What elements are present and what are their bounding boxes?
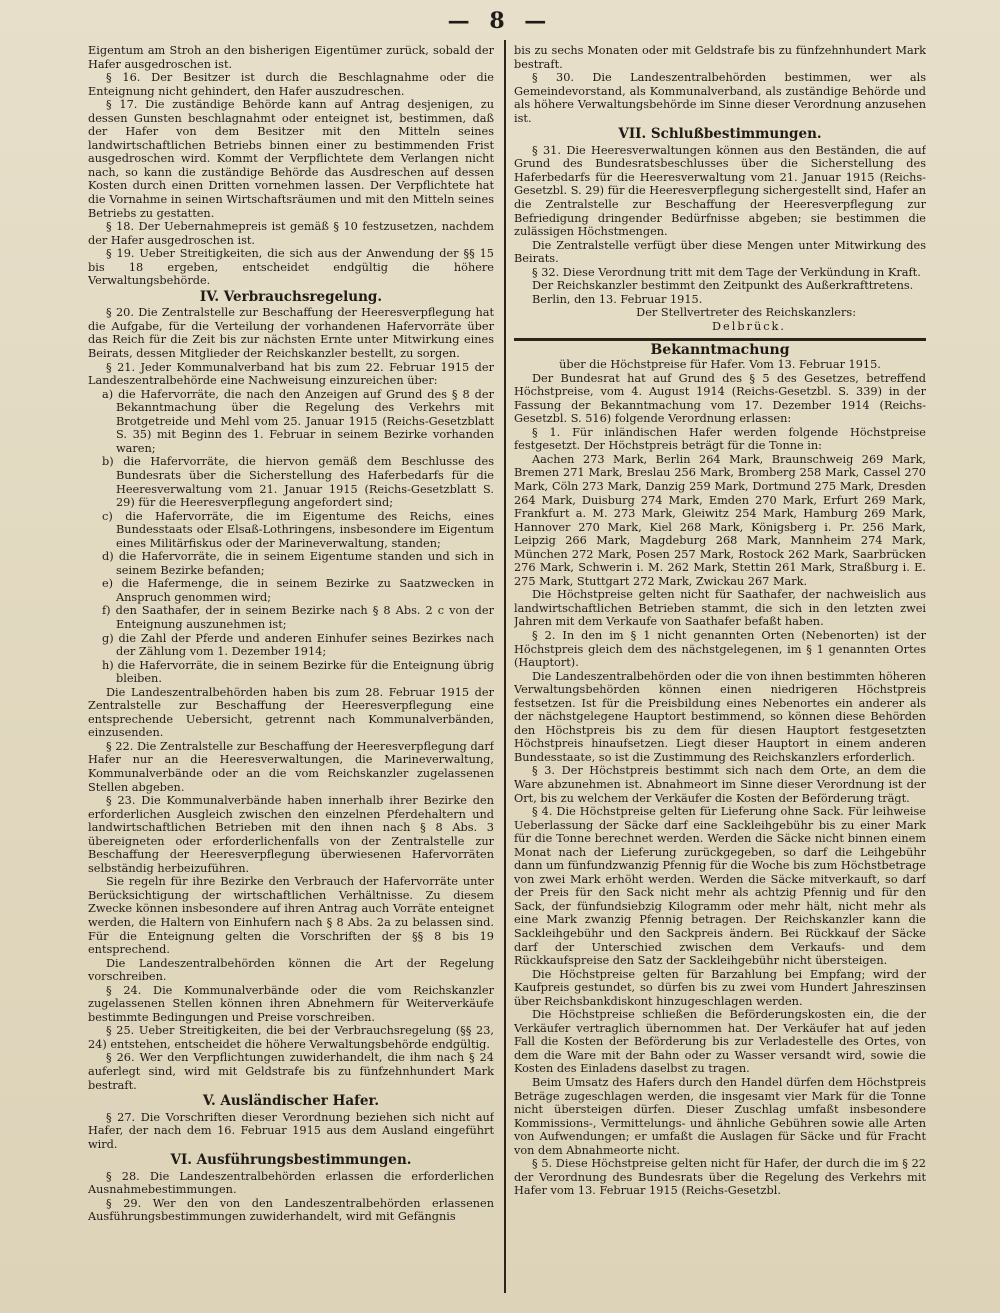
right-column <box>514 44 926 1293</box>
paragraph: Eigentum am Stroh an den bisherigen Eigentümer zurück, sobald der Hafer ausgedroschen ist. <box>88 44 494 71</box>
list-item: d) die Hafervorräte, die in seinem Eigentume standen und sich in seinem Bezirke befanden; <box>102 550 494 577</box>
paragraph: Die Höchstpreise schließen die Beförderungskosten ein, die der Verkäufer vertraglich übernommen hat. Der Verkäufer hat auf jeden Fall die Kosten der Beförderung bis zur Verladestelle des Ortes, von dem die Ware mit der Bahn oder zu Wasser versandt wird, sowie die Kosten des Einladens daselbst zu tragen. <box>514 1008 926 1076</box>
paragraph-section-4: § 4. Die Höchstpreise gelten für Lieferung ohne Sack. Für leihweise Ueberlassung der Säcke darf eine Sackleihgebühr bis zu einer Mark für die Tonne berechnet werden. Werden die Säcke nicht binnen einem Monat nach der Lieferung zurückgegeben, so darf die Leihgebühr dann um fünfundzwanzig Pfennig für die Woche bis zum Höchstbetrage von zwei Mark erhöht werden. Werden die Säcke mitverkauft, so darf der Preis für den Sack nicht mehr als achtzig Pfennig und für den Sack, der fünfundsiebzig Kilogramm oder mehr hält, nicht mehr als eine Mark zwanzig Pfennig betragen. Der Reichskanzler kann die Sackleihgebühr und den Sackpreis ändern. Bei Rückkauf der Säcke darf der Unterschied zwischen dem Verkaufs- und dem Rückkaufspreise den Satz der Sackleihgebühr nicht übersteigen. <box>514 805 926 968</box>
left-column <box>88 44 494 1293</box>
paragraph-section-24: § 24. Die Kommunalverbände oder die vom Reichskanzler zugelassenen Stellen können ihren Abnehmern für Weiterverkäufe bestimmte Bedingungen und Preise vorschreiben. <box>88 983 494 1024</box>
paragraph: Die Landeszentralbehörden oder die von ihnen bestimmten höheren Verwaltungsbehörden können einen niedrigeren Höchstpreis festsetzen. Ist für die Preisbildung eines Nebenortes ein anderer als der nächstgelegene Hauptort bestimmend, so können diese Behörden den Höchstpreis bis zu dem für diesen Hauptort festgesetzten Höchstpreis hinaufsetzen. Liegt dieser Hauptort in einem anderen Bundesstaate, so ist die Zustimmung des Reichskanzlers erforderlich. <box>514 669 926 764</box>
paragraph-section-25: § 25. Ueber Streitigkeiten, die bei der Verbrauchsregelung (§§ 23, 24) entstehen, entscheidet die höhere Verwaltungsbehörde endgültig. <box>88 1024 494 1051</box>
paragraph-section-28: § 28. Die Landeszentralbehörden erlassen die erforderlichen Ausnahmebestimmungen. <box>88 1169 494 1197</box>
heading-ausfuehrungsbestimmungen: VI. Ausführungsbestimmungen. <box>170 1152 412 1169</box>
paragraph: Die Höchstpreise gelten nicht für Saathafer, der nachweislich aus landwirtschaftlichen Betrieben stammt, die sich in den letzten zwei Jahren mit dem Verkaufe von Saathafer befaßt haben. <box>514 588 926 629</box>
paragraph-section-32: § 32. Diese Verordnung tritt mit dem Tage der Verkündung in Kraft. <box>532 265 921 279</box>
paragraph: Die Landeszentralbehörden können die Art der Regelung vorschreiben. <box>88 956 494 984</box>
paragraph-section-31: § 31. Die Heeresverwaltungen können aus den Beständen, die auf Grund des Bundesratsbeschlusses über die Sicherstellung des Haferbedarfs für die Heeresverwaltung vom 21. Januar 1915 (Reichs-Gesetzbl. S. 29) für die Heeresverpflegung sichergestellt sind, Hafer an die Zentralstelle zur Beschaffung der Heeresverpflegung zur Befriedigung dringender Bedürfnisse abgeben; sie bestimmen die zulässigen Höchstmengen. <box>514 143 926 239</box>
paragraph: Der Bundesrat hat auf Grund des § 5 des Gesetzes, betreffend Höchstpreise, vom 4. August 1914 (Reichs-Gesetzbl. S. 339) in der Fassung der Bekanntmachung vom 17. Dezember 1914 (Reichs-Gesetzbl. S. 516) folgende Verordnung erlassen: <box>514 371 926 426</box>
list-item: g) die Zahl der Pferde und anderen Einhufer seines Bezirkes nach der Zählung vom 1. Dezember 1914; <box>102 631 494 659</box>
paragraph: Beim Umsatz des Hafers durch den Handel dürfen dem Höchstpreis Beträge zugeschlagen werden, die insgesamt vier Mark für die Tonne nicht übersteigen dürfen. Dieser Zuschlag umfaßt insbesondere Kommissions-, Vermittelungs- und ähnliche Gebühren sowie alle Arten von Aufwendungen; er umfaßt die Auslagen für Säcke und für Fracht von dem Abnahmeorte nicht. <box>514 1076 926 1157</box>
paragraph-section-5: § 5. Diese Höchstpreise gelten nicht für Hafer, der durch die im § 22 der Verordnung des Bundesrats über die Regelung des Verkehrs mit Hafer vom 13. Februar 1915 (Reichs-Gesetzbl. <box>514 1157 926 1198</box>
column-divider <box>504 40 506 1293</box>
page-number: — 8 — <box>447 8 553 34</box>
paragraph: Die Höchstpreise gelten für Barzahlung bei Empfang; wird der Kaufpreis gestundet, so dürfen bis zu zwei vom Hundert Jahreszinsen über Reichsbankdiskont hinzugeschlagen werden. <box>514 967 926 1008</box>
announcement-title: Bekanntmachung <box>650 342 790 359</box>
paragraph-section-19: § 19. Ueber Streitigkeiten, die sich aus der Anwendung der §§ 15 bis 18 ergeben, entscheidet endgültig die höhere Verwaltungsbehörde. <box>88 247 494 288</box>
paragraph-section-3: § 3. Der Höchstpreis bestimmt sich nach dem Orte, an dem die Ware abzunehmen ist. Abnahmeort im Sinne dieser Verordnung ist der Ort, bis zu welchem der Verkäufer die Kosten der Beförderung trägt. <box>514 764 926 805</box>
list-item: b) die Hafervorräte, die hiervon gemäß dem Beschlusse des Bundesrats über die Sicherstellung des Haferbedarfs für die Heeresverwaltung vom 21. Januar 1915 (Reichs-Gesetzblatt S. 29) für die Heeresverpflegung angefordert sind; <box>102 455 494 510</box>
heading-verbrauchsregelung: IV. Verbrauchsregelung. <box>199 288 383 305</box>
price-list: Aachen 273 Mark, Berlin 264 Mark, Braunschweig 269 Mark, Bremen 271 Mark, Breslau 256 Mark, Bromberg 258 Mark, Cassel 270 Mark, Cöln 273 Mark, Danzig 259 Mark, Dortmund 275 Mark, Dresden 264 Mark, Duisburg 274 Mark, Emden 270 Mark, Erfurt 269 Mark, Frankfurt a. M. 273 Mark, Gleiwitz 254 Mark, Hamburg 269 Mark, Hannover 270 Mark, Kiel 268 Mark, Königsberg i. Pr. 256 Mark, Leipzig 266 Mark, Magdeburg 268 Mark, Mannheim 274 Mark, München 272 Mark, Posen 257 Mark, Rostock 262 Mark, Saarbrücken 276 Mark, Schwerin i. M. 262 Mark, Stettin 261 Mark, Straßburg i. E. 275 Mark, Stuttgart 272 Mark, Zwickau 267 Mark. <box>514 452 926 588</box>
paragraph-section-29: § 29. Wer den von den Landeszentralbehörden erlassenen Ausführungsbestimmungen zuwiderhandelt, wird mit Gefängnis <box>88 1196 494 1224</box>
list-item: c) die Hafervorräte, die im Eigentume des Reichs, eines Bundesstaats oder Elsaß-Lothringens, insbesondere im Eigentum eines Militärfiskus oder der Marineverwaltung, standen; <box>102 509 494 550</box>
list-item: h) die Hafervorräte, die in seinem Bezirke für die Enteignung übrig bleiben. <box>102 658 494 686</box>
paragraph: Sie regeln für ihre Bezirke den Verbrauch der Hafervorräte unter Berücksichtigung der wirtschaftlichen Verhältnisse. Zu diesem Zwecke können insbesondere auf ihren Antrag auch Vorräte enteignet werden, die Haltern von Einhufern nach § 8 Abs. 2a zu belassen sind. Für die Enteignung gelten die Vorschriften der §§ 8 bis 19 entsprechend. <box>88 875 494 957</box>
paragraph-section-2: § 2. In den im § 1 nicht genannten Orten (Nebenorten) ist der Höchstpreis gleich dem des nächstgelegenen, im § 1 genannten Ortes (Hauptort). <box>514 628 926 670</box>
paragraph: Die Landeszentralbehörden haben bis zum 28. Februar 1915 der Zentralstelle zur Beschaffung der Heeresverpflegung eine entsprechende Uebersicht, getrennt nach Kommunalverbänden, einzusenden. <box>88 685 494 740</box>
paragraph-section-22: § 22. Die Zentralstelle zur Beschaffung der Heeresverpflegung darf Hafer nur an die Heeresverwaltungen, die Marineverwaltung, Kommunalverbände oder an die vom Reichskanzler zugelassenen Stellen abgeben. <box>88 739 494 794</box>
paragraph: bis zu sechs Monaten oder mit Geldstrafe bis zu fünfzehnhundert Mark bestraft. <box>514 44 926 71</box>
paragraph-section-1: § 1. Für inländischen Hafer werden folgende Höchstpreise festgesetzt. Der Höchstpreis beträgt für die Tonne in: <box>514 425 926 453</box>
paragraph-section-26: § 26. Wer den Verpflichtungen zuwiderhandelt, die ihm nach § 24 auferlegt sind, wird mit Geldstrafe bis zu fünfzehnhundert Mark bestraft. <box>88 1051 494 1092</box>
paragraph-section-16: § 16. Der Besitzer ist durch die Beschlagnahme oder die Enteignung nicht gehindert, den Hafer auszudreschen. <box>88 71 494 98</box>
paragraph-section-30: § 30. Die Landeszentralbehörden bestimmen, wer als Gemeindevorstand, als Kommunalverband, als zuständige Behörde und als höhere Verwaltungsbehörde im Sinne dieser Verordnung anzusehen ist. <box>514 71 926 125</box>
paragraph-section-18: § 18. Der Uebernahmepreis ist gemäß § 10 festzusetzen, nachdem der Hafer ausgedroschen ist. <box>88 220 494 247</box>
paragraph-section-21: § 21. Jeder Kommunalverband hat bis zum 22. Februar 1915 der Landeszentralbehörde eine Nachweisung einzureichen über: <box>88 360 494 388</box>
signature-title: Der Stellvertreter des Reichskanzlers: <box>636 306 856 320</box>
section-rule <box>514 338 926 341</box>
paragraph: Der Reichskanzler bestimmt den Zeitpunkt des Außerkrafttretens. <box>532 279 914 293</box>
heading-schlussbestimmungen: VII. Schlußbestimmungen. <box>618 126 822 143</box>
paragraph-section-17: § 17. Die zuständige Behörde kann auf Antrag desjenigen, zu dessen Gunsten beschlagnahmt oder enteignet ist, bestimmen, daß der Hafer von dem Besitzer mit den Mitteln seines landwirtschaftlichen Betriebs binnen einer zu bestimmenden Frist ausgedroschen wird. Kommt der Verpflichtete dem Verlangen nicht nach, so kann die zuständige Behörde das Ausdreschen auf dessen Kosten durch einen Dritten vornehmen lassen. Der Verpflichtete hat die Vornahme in seinen Wirtschaftsräumen und mit den Mitteln seines Betriebs zu gestatten. <box>88 98 494 220</box>
list-item: e) die Hafermenge, die in seinem Bezirke zu Saatzwecken in Anspruch genommen wird; <box>102 577 494 604</box>
paragraph: Die Zentralstelle verfügt über diese Mengen unter Mitwirkung des Beirats. <box>514 238 926 266</box>
announcement-subtitle: über die Höchstpreise für Hafer. Vom 13. Februar 1915. <box>559 358 881 372</box>
heading-auslaendischer-hafer: V. Ausländischer Hafer. <box>202 1093 380 1110</box>
date-line: Berlin, den 13. Februar 1915. <box>532 292 703 306</box>
signature-name: Delbrück. <box>711 319 786 333</box>
paragraph-section-20: § 20. Die Zentralstelle zur Beschaffung der Heeresverpflegung hat die Aufgabe, für die Verteilung der vorhandenen Hafervorräte über das Reich für die Zeit bis zur nächsten Ernte unter Mitwirkung eines Beirats, dessen Mitglieder der Reichskanzler bestellt, zu sorgen. <box>88 306 494 361</box>
list-item: a) die Hafervorräte, die nach den Anzeigen auf Grund des § 8 der Bekanntmachung über die Regelung des Verkehrs mit Brotgetreide und Mehl vom 25. Januar 1915 (Reichs-Gesetzblatt S. 35) mit Beginn des 1. Februar in seinem Bezirke vorhanden waren; <box>102 387 494 455</box>
paragraph-section-27: § 27. Die Vorschriften dieser Verordnung beziehen sich nicht auf Hafer, der nach dem 16. Februar 1915 aus dem Ausland eingeführt wird. <box>88 1110 494 1151</box>
list-item: f) den Saathafer, der in seinem Bezirke nach § 8 Abs. 2 c von der Enteignung auszunehmen ist; <box>102 604 494 631</box>
paragraph-section-23: § 23. Die Kommunalverbände haben innerhalb ihrer Bezirke den erforderlichen Ausgleich zwischen den einzelnen Pferdehaltern und landwirtschaftlichen Betrieben mit den ihnen nach § 8 Abs. 3 übereigneten oder erforderlichenfalls von der Zentralstelle zur Beschaffung der Heeresverpflegung überwiesenen Hafervorräten selbständig herbeizuführen. <box>88 794 494 875</box>
